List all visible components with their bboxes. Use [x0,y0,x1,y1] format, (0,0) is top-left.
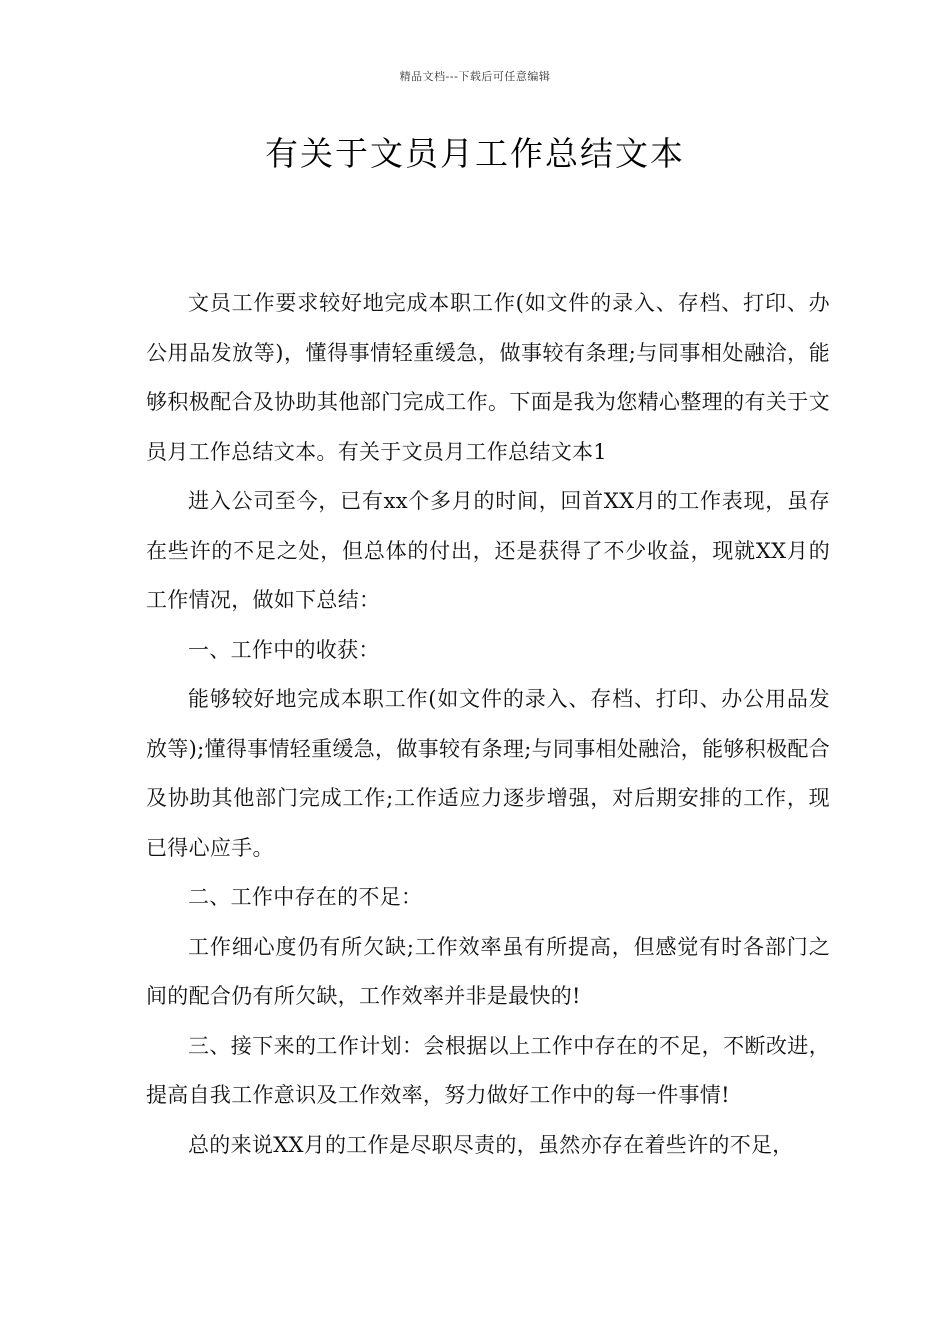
paragraph-summary: 总的来说XX月的工作是尽职尽责的，虽然亦存在着些许的不足， [188,1132,794,1157]
paragraph-intro: 文员工作要求较好地完成本职工作(如文件的录入、存档、打印、办公用品发放等)，懂得事情轻重缓急，做事较有条理;与同事相处融洽，能够积极配合及协助其他部门完成工作。下面是我为您精心整理的有关于文员月工作总结文本。有关于文员月工作总结文本1 [146,291,830,464]
document-body [146,279,830,1170]
paragraph-gains: 能够较好地完成本职工作(如文件的录入、存档、打印、办公用品发放等);懂得事情轻重缓急，做事较有条理;与同事相处融洽，能够积极配合及协助其他部门完成工作;工作适应力逐步增强，对后期安排的工作，现已得心应手。 [146,687,830,860]
paragraph-overview: 进入公司至今，已有xx个多月的时间，回首XX月的工作表现，虽存在些许的不足之处，但总体的付出，还是获得了不少收益，现就XX月的工作情况，做如下总结： [146,489,830,612]
section-heading-gains: 一、工作中的收获： [188,637,380,662]
header-note: 精品文档---下载后可任意编辑 [399,70,551,83]
document-title: 有关于文员月工作总结文本 [265,134,685,173]
paragraph-shortcomings: 工作细心度仍有所欠缺;工作效率虽有所提高，但感觉有时各部门之间的配合仍有所欠缺，工作效率并非是最快的! [146,934,830,1008]
section-heading-shortcomings: 二、工作中存在的不足： [188,885,423,909]
paragraph-plan: 三、接下来的工作计划：会根据以上工作中存在的不足，不断改进，提高自我工作意识及工作效率，努力做好工作中的每一件事情! [146,1033,830,1107]
